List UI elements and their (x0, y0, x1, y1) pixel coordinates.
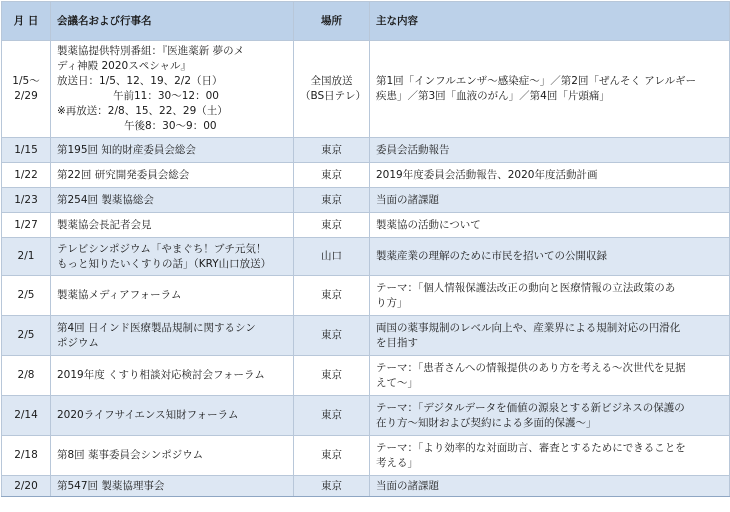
event-cell-line: 製薬協提供特別番組：『医進薬新 夢のメ (57, 45, 245, 57)
content-cell-line: テーマ：「デジタルデータを価値の源泉とする新ビジネスの保護の (376, 401, 685, 414)
event-cell (51, 188, 294, 213)
date-cell (2, 436, 51, 476)
date-cell (2, 188, 51, 213)
date-cell-line: 1/27 (14, 218, 38, 231)
place-cell-line: 東京 (321, 409, 342, 421)
date-cell (2, 163, 51, 188)
event-cell-line: 第4回 日インド医療製品規制に関するシン (57, 321, 256, 334)
table-row (2, 276, 730, 316)
table-body (2, 41, 730, 497)
table-row (2, 316, 730, 356)
event-cell-line: テレビシンポジウム「やまぐち！ブチ元気！ (57, 242, 267, 255)
content-cell-line: 委員会活動報告 (376, 143, 450, 156)
place-cell-line: （BS日テレ） (300, 90, 366, 102)
place-cell (294, 213, 370, 238)
date-cell-line: 2/5 (17, 329, 35, 341)
event-cell (51, 356, 294, 396)
event-cell (51, 276, 294, 316)
table-row (2, 41, 730, 138)
content-cell-line: 2019年度委員会活動報告、2020年度活動計画 (376, 168, 598, 181)
content-cell (370, 276, 730, 316)
place-cell-line: 東京 (321, 168, 342, 181)
place-cell (294, 356, 370, 396)
place-cell-line: 東京 (321, 479, 342, 492)
header-place: 場所 (294, 2, 370, 41)
date-cell (2, 396, 51, 436)
date-cell-line: 1/15 (14, 143, 38, 156)
content-cell-line: テーマ：「患者さんへの情報提供のあり方を考える～次世代を見据 (376, 361, 686, 374)
place-cell (294, 316, 370, 356)
date-cell (2, 316, 51, 356)
content-cell (370, 188, 730, 213)
content-cell-line: り方」 (376, 296, 408, 309)
place-cell (294, 138, 370, 163)
date-cell (2, 476, 51, 497)
event-cell-line: 製薬協会長記者会見 (57, 218, 152, 231)
content-cell-line: テーマ：「より効率的な対面助言、審査とするためにできることを (376, 441, 686, 454)
date-cell-line: 2/14 (14, 409, 38, 421)
event-cell-line: 第22回 研究開発委員会総会 (57, 168, 190, 181)
content-cell (370, 356, 730, 396)
place-cell (294, 396, 370, 436)
content-cell (370, 396, 730, 436)
date-cell-line: 2/18 (14, 449, 38, 461)
table-row (2, 356, 730, 396)
event-cell (51, 316, 294, 356)
content-cell-line: 考える」 (376, 456, 418, 469)
event-cell-line: 第8回 薬事委員会シンポジウム (57, 449, 204, 461)
content-cell (370, 476, 730, 497)
content-cell-line: 製薬協の活動について (376, 218, 481, 231)
content-cell-line: 製薬産業の理解のために市民を招いての公開収録 (376, 250, 607, 262)
table-row (2, 138, 730, 163)
event-cell-line: 製薬協メディアフォーラム (57, 289, 182, 301)
schedule-table (1, 1, 730, 497)
content-cell-line: 在り方～知財および契約による多面的保護～」 (376, 416, 597, 429)
date-cell-line: 1/23 (14, 193, 38, 206)
place-cell-line: 東京 (321, 449, 342, 461)
content-cell-line: 疾患」／第3回「血液のがん」／第4回「片頭痛」 (376, 90, 610, 102)
event-cell-line: 放送日：1/5、12、19、2/2（日） (57, 75, 223, 87)
place-cell (294, 276, 370, 316)
event-cell-line: ポジウム (57, 336, 99, 349)
content-cell (370, 41, 730, 138)
date-cell (2, 238, 51, 276)
place-cell-line: 東京 (321, 369, 342, 381)
content-cell (370, 138, 730, 163)
date-cell-line: 2/20 (14, 479, 38, 492)
event-cell-line: ディ神殿 2020スペシャル』 (57, 60, 192, 72)
table-row (2, 238, 730, 276)
date-cell (2, 138, 51, 163)
place-cell (294, 476, 370, 497)
place-cell-line: 東京 (321, 329, 342, 341)
table-row (2, 188, 730, 213)
event-cell (51, 396, 294, 436)
place-cell-line: 東京 (321, 193, 342, 206)
place-cell-line: 東京 (321, 143, 342, 156)
place-cell (294, 163, 370, 188)
table-header (2, 2, 730, 41)
content-cell-line: を目指す (376, 336, 418, 349)
event-cell (51, 41, 294, 138)
event-cell-line: 午前11：30～12：00 (113, 90, 219, 102)
table-row (2, 163, 730, 188)
content-cell (370, 436, 730, 476)
content-cell-line: 当面の諸課題 (376, 193, 439, 206)
event-cell-line: 2020ライフサイエンス知財フォーラム (57, 409, 239, 421)
content-cell-line: 当面の諸課題 (376, 479, 439, 492)
event-cell (51, 163, 294, 188)
date-cell-line: 2/8 (17, 369, 35, 381)
content-cell (370, 213, 730, 238)
event-cell-line: 2019年度 くすり相談対応検討会フォーラム (57, 369, 265, 381)
content-cell-line: えて～」 (376, 376, 418, 389)
event-cell (51, 238, 294, 276)
place-cell-line: 東京 (321, 218, 342, 231)
date-cell-line: 2/29 (14, 90, 38, 102)
place-cell-line: 山口 (321, 250, 342, 262)
content-cell (370, 316, 730, 356)
content-cell-line: 両国の薬事規制のレベル向上や、産業界による規制対応の円滑化 (376, 321, 681, 334)
content-cell (370, 163, 730, 188)
event-cell (51, 138, 294, 163)
date-cell-line: 2/1 (17, 250, 35, 262)
date-cell-line: 1/5～ (12, 75, 40, 87)
date-cell-line: 2/5 (17, 289, 35, 301)
table-row (2, 213, 730, 238)
event-cell-line: 午後8：30～9：00 (124, 120, 217, 132)
place-cell (294, 238, 370, 276)
place-cell-line: 全国放送 (310, 75, 353, 87)
header-content: 主な内容 (370, 2, 730, 41)
event-cell-line: ※再放送：2/8、15、22、29（土） (57, 105, 228, 117)
table-row (2, 436, 730, 476)
date-cell (2, 356, 51, 396)
header-date: 月 日 (2, 2, 51, 41)
table-row (2, 476, 730, 497)
date-cell-line: 1/22 (14, 168, 38, 181)
date-cell (2, 41, 51, 138)
place-cell (294, 41, 370, 138)
event-cell (51, 213, 294, 238)
event-cell (51, 436, 294, 476)
content-cell-line: テーマ：「個人情報保護法改正の動向と医療情報の立法政策のあ (376, 281, 676, 294)
header-event: 会議名および行事名 (51, 2, 294, 41)
event-cell (51, 476, 294, 497)
date-cell (2, 276, 51, 316)
table-row (2, 396, 730, 436)
place-cell (294, 188, 370, 213)
place-cell-line: 東京 (321, 289, 342, 301)
event-cell-line: 第254回 製薬協総会 (57, 193, 154, 206)
header-row (2, 2, 730, 41)
event-cell-line: 第547回 製薬協理事会 (57, 479, 165, 492)
place-cell (294, 436, 370, 476)
content-cell (370, 238, 730, 276)
event-cell-line: もっと知りたいくすりの話」（KRY山口放送） (57, 257, 272, 270)
content-cell-line: 第1回「インフルエンザ～感染症～」／第2回「ぜんそく アレルギー (376, 75, 697, 87)
date-cell (2, 213, 51, 238)
event-cell-line: 第195回 知的財産委員会総会 (57, 143, 196, 156)
